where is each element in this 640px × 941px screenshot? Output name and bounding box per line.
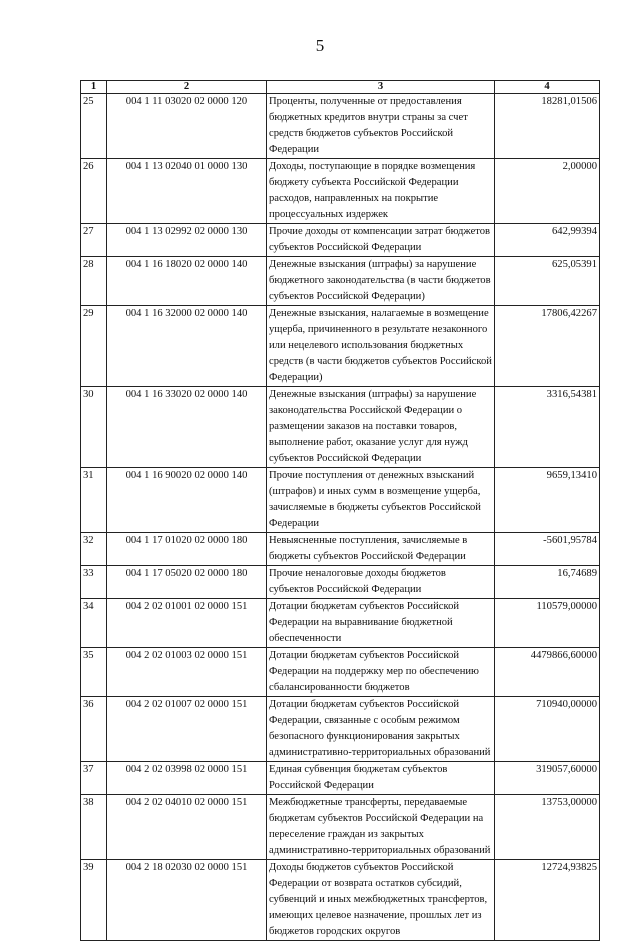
row-number: 29 bbox=[81, 306, 107, 387]
revenue-amount: 110579,00000 bbox=[495, 599, 600, 648]
revenue-description: Прочие поступления от денежных взысканий (штрафов) и иных сумм в возмещение ущерба, зачисляемые в бюджеты субъектов Российской Федерации bbox=[267, 468, 495, 533]
budget-code: 004 2 02 01003 02 0000 151 bbox=[107, 648, 267, 697]
table-row bbox=[81, 224, 600, 257]
row-number: 28 bbox=[81, 257, 107, 306]
budget-code: 004 2 18 02030 02 0000 151 bbox=[107, 860, 267, 941]
column-header-2: 2 bbox=[107, 81, 267, 94]
table-row bbox=[81, 697, 600, 762]
row-number: 31 bbox=[81, 468, 107, 533]
budget-code: 004 2 02 01001 02 0000 151 bbox=[107, 599, 267, 648]
budget-code: 004 2 02 04010 02 0000 151 bbox=[107, 795, 267, 860]
revenue-description: Доходы бюджетов субъектов Российской Федерации от возврата остатков субсидий, субвенций и иных межбюджетных трансфертов, имеющих целевое назначение, прошлых лет из бюджетов городских округов bbox=[267, 860, 495, 941]
page-number: 5 bbox=[315, 36, 325, 55]
row-number: 33 bbox=[81, 566, 107, 599]
revenue-amount: 17806,42267 bbox=[495, 306, 600, 387]
revenue-description: Денежные взыскания (штрафы) за нарушение бюджетного законодательства (в части бюджетов субъектов Российской Федерации) bbox=[267, 257, 495, 306]
revenue-amount: 642,99394 bbox=[495, 224, 600, 257]
table-row bbox=[81, 468, 600, 533]
budget-code: 004 1 17 01020 02 0000 180 bbox=[107, 533, 267, 566]
table-row bbox=[81, 159, 600, 224]
revenue-description: Дотации бюджетам субъектов Российской Федерации, связанные с особым режимом безопасного функционирования закрытых административно-территориальных образований bbox=[267, 697, 495, 762]
row-number: 30 bbox=[81, 387, 107, 468]
revenue-description: Денежные взыскания (штрафы) за нарушение законодательства Российской Федерации о размещении заказов на поставки товаров, выполнение работ, оказание услуг для нужд субъектов Российской Федерации bbox=[267, 387, 495, 468]
table-row bbox=[81, 387, 600, 468]
table-row bbox=[81, 566, 600, 599]
row-number: 38 bbox=[81, 795, 107, 860]
revenue-amount: 9659,13410 bbox=[495, 468, 600, 533]
revenue-description: Денежные взыскания, налагаемые в возмещение ущерба, причиненного в результате незаконного или нецелевого использования бюджетных средств (в части бюджетов субъектов Российской Федерации) bbox=[267, 306, 495, 387]
revenue-amount: 4479866,60000 bbox=[495, 648, 600, 697]
table-row bbox=[81, 599, 600, 648]
table-row bbox=[81, 533, 600, 566]
revenue-amount: 13753,00000 bbox=[495, 795, 600, 860]
revenue-description: Прочие неналоговые доходы бюджетов субъектов Российской Федерации bbox=[267, 566, 495, 599]
revenue-amount: 2,00000 bbox=[495, 159, 600, 224]
row-number: 35 bbox=[81, 648, 107, 697]
revenue-description: Дотации бюджетам субъектов Российской Федерации на выравнивание бюджетной обеспеченности bbox=[267, 599, 495, 648]
revenue-description: Межбюджетные трансферты, передаваемые бюджетам субъектов Российской Федерации на переселение граждан из закрытых административно-территориальных образований bbox=[267, 795, 495, 860]
revenue-description: Единая субвенция бюджетам субъектов Российской Федерации bbox=[267, 762, 495, 795]
budget-code: 004 1 13 02040 01 0000 130 bbox=[107, 159, 267, 224]
budget-revenue-table bbox=[80, 80, 600, 941]
column-header-4: 4 bbox=[495, 81, 600, 94]
table-row bbox=[81, 94, 600, 159]
budget-code: 004 2 02 01007 02 0000 151 bbox=[107, 697, 267, 762]
revenue-description: Прочие доходы от компенсации затрат бюджетов субъектов Российской Федерации bbox=[267, 224, 495, 257]
budget-code: 004 1 13 02992 02 0000 130 bbox=[107, 224, 267, 257]
budget-code: 004 1 16 33020 02 0000 140 bbox=[107, 387, 267, 468]
table-row bbox=[81, 648, 600, 697]
budget-code: 004 1 16 32000 02 0000 140 bbox=[107, 306, 267, 387]
table-row bbox=[81, 257, 600, 306]
row-number: 26 bbox=[81, 159, 107, 224]
column-header-1: 1 bbox=[81, 81, 107, 94]
row-number: 32 bbox=[81, 533, 107, 566]
revenue-description: Дотации бюджетам субъектов Российской Федерации на поддержку мер по обеспечению сбалансированности бюджетов bbox=[267, 648, 495, 697]
revenue-amount: -5601,95784 bbox=[495, 533, 600, 566]
row-number: 27 bbox=[81, 224, 107, 257]
table-row bbox=[81, 306, 600, 387]
table-row bbox=[81, 762, 600, 795]
row-number: 39 bbox=[81, 860, 107, 941]
revenue-amount: 16,74689 bbox=[495, 566, 600, 599]
row-number: 36 bbox=[81, 697, 107, 762]
revenue-amount: 625,05391 bbox=[495, 257, 600, 306]
row-number: 37 bbox=[81, 762, 107, 795]
row-number: 25 bbox=[81, 94, 107, 159]
revenue-description: Проценты, полученные от предоставления бюджетных кредитов внутри страны за счет средств бюджетов субъектов Российской Федерации bbox=[267, 94, 495, 159]
budget-code: 004 1 11 03020 02 0000 120 bbox=[107, 94, 267, 159]
table-header-row bbox=[81, 81, 600, 94]
table-row bbox=[81, 795, 600, 860]
revenue-description: Невыясненные поступления, зачисляемые в бюджеты субъектов Российской Федерации bbox=[267, 533, 495, 566]
budget-code: 004 2 02 03998 02 0000 151 bbox=[107, 762, 267, 795]
revenue-amount: 18281,01506 bbox=[495, 94, 600, 159]
row-number: 34 bbox=[81, 599, 107, 648]
budget-code: 004 1 16 90020 02 0000 140 bbox=[107, 468, 267, 533]
revenue-amount: 319057,60000 bbox=[495, 762, 600, 795]
revenue-amount: 3316,54381 bbox=[495, 387, 600, 468]
revenue-amount: 12724,93825 bbox=[495, 860, 600, 941]
revenue-amount: 710940,00000 bbox=[495, 697, 600, 762]
column-header-3: 3 bbox=[267, 81, 495, 94]
budget-code: 004 1 17 05020 02 0000 180 bbox=[107, 566, 267, 599]
revenue-description: Доходы, поступающие в порядке возмещения бюджету субъекта Российской Федерации расходов, направленных на покрытие процессуальных издержек bbox=[267, 159, 495, 224]
table-row bbox=[81, 860, 600, 941]
budget-code: 004 1 16 18020 02 0000 140 bbox=[107, 257, 267, 306]
